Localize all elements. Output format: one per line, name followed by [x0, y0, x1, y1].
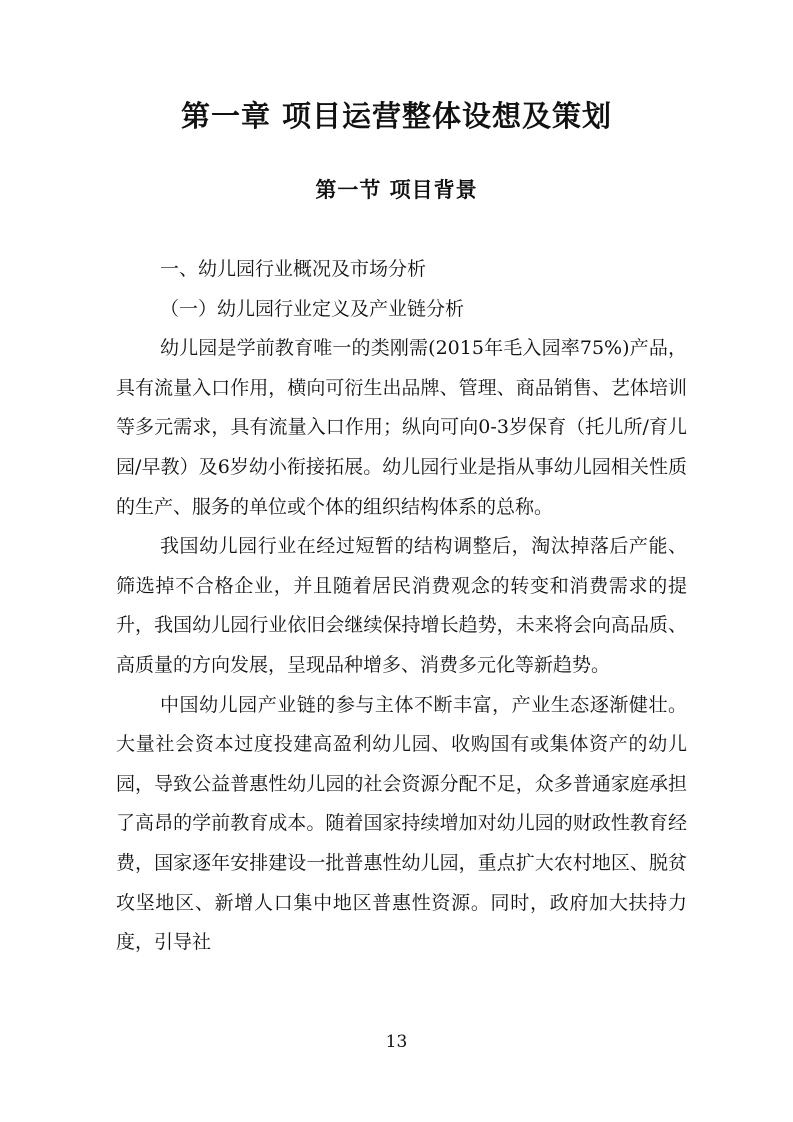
paragraph-industry-chain: 中国幼儿园产业链的参与主体不断丰富，产业生态逐渐健壮。大量社会资本过度投建高盈利幼儿园、收购国有或集体资产的幼儿园，导致公益普惠性幼儿园的社会资源分配不足，众多普通家庭承担了高昂的学前教育成本。随着国家持续增加对幼儿园的财政性教育经费，国家逐年安排建设一批普惠性幼儿园，重点扩大农村地区、脱贫攻坚地区、新增人口集中地区普惠性资源。同时，政府加大扶持力度，引导社: [116, 693, 687, 954]
section-title: 第一节 项目背景: [315, 178, 478, 202]
paragraph-industry-definition: 幼儿园是学前教育唯一的类刚需(2015年毛入园率75%)产品，具有流量入口作用，横向可衍生出品牌、管理、商品销售、艺体培训等多元需求，具有流量入口作用；纵向可向0-3岁保育（托儿所/育儿园/早教）及6岁幼小衔接拓展。幼儿园行业是指从事幼儿园相关性质的生产、服务的单位或个体的组织结构体系的总称。: [116, 337, 687, 518]
chapter-title: 第一章 项目运营整体设想及策划: [180, 99, 613, 133]
heading-level-2: （一）幼儿园行业定义及产业链分析: [160, 297, 465, 320]
page-number: 13: [385, 1032, 408, 1052]
heading-level-1: 一、幼儿园行业概况及市场分析: [160, 258, 427, 280]
body-text: [116, 250, 687, 963]
paragraph-industry-trend: 我国幼儿园行业在经过短暂的结构调整后，淘汰掉落后产能、筛选掉不合格企业，并且随着居民消费观念的转变和消费需求的提升，我国幼儿园行业依旧会继续保持增长趋势，未来将会向高品质、高质量的方向发展，呈现品种增多、消费多元化等新趋势。: [116, 535, 687, 676]
